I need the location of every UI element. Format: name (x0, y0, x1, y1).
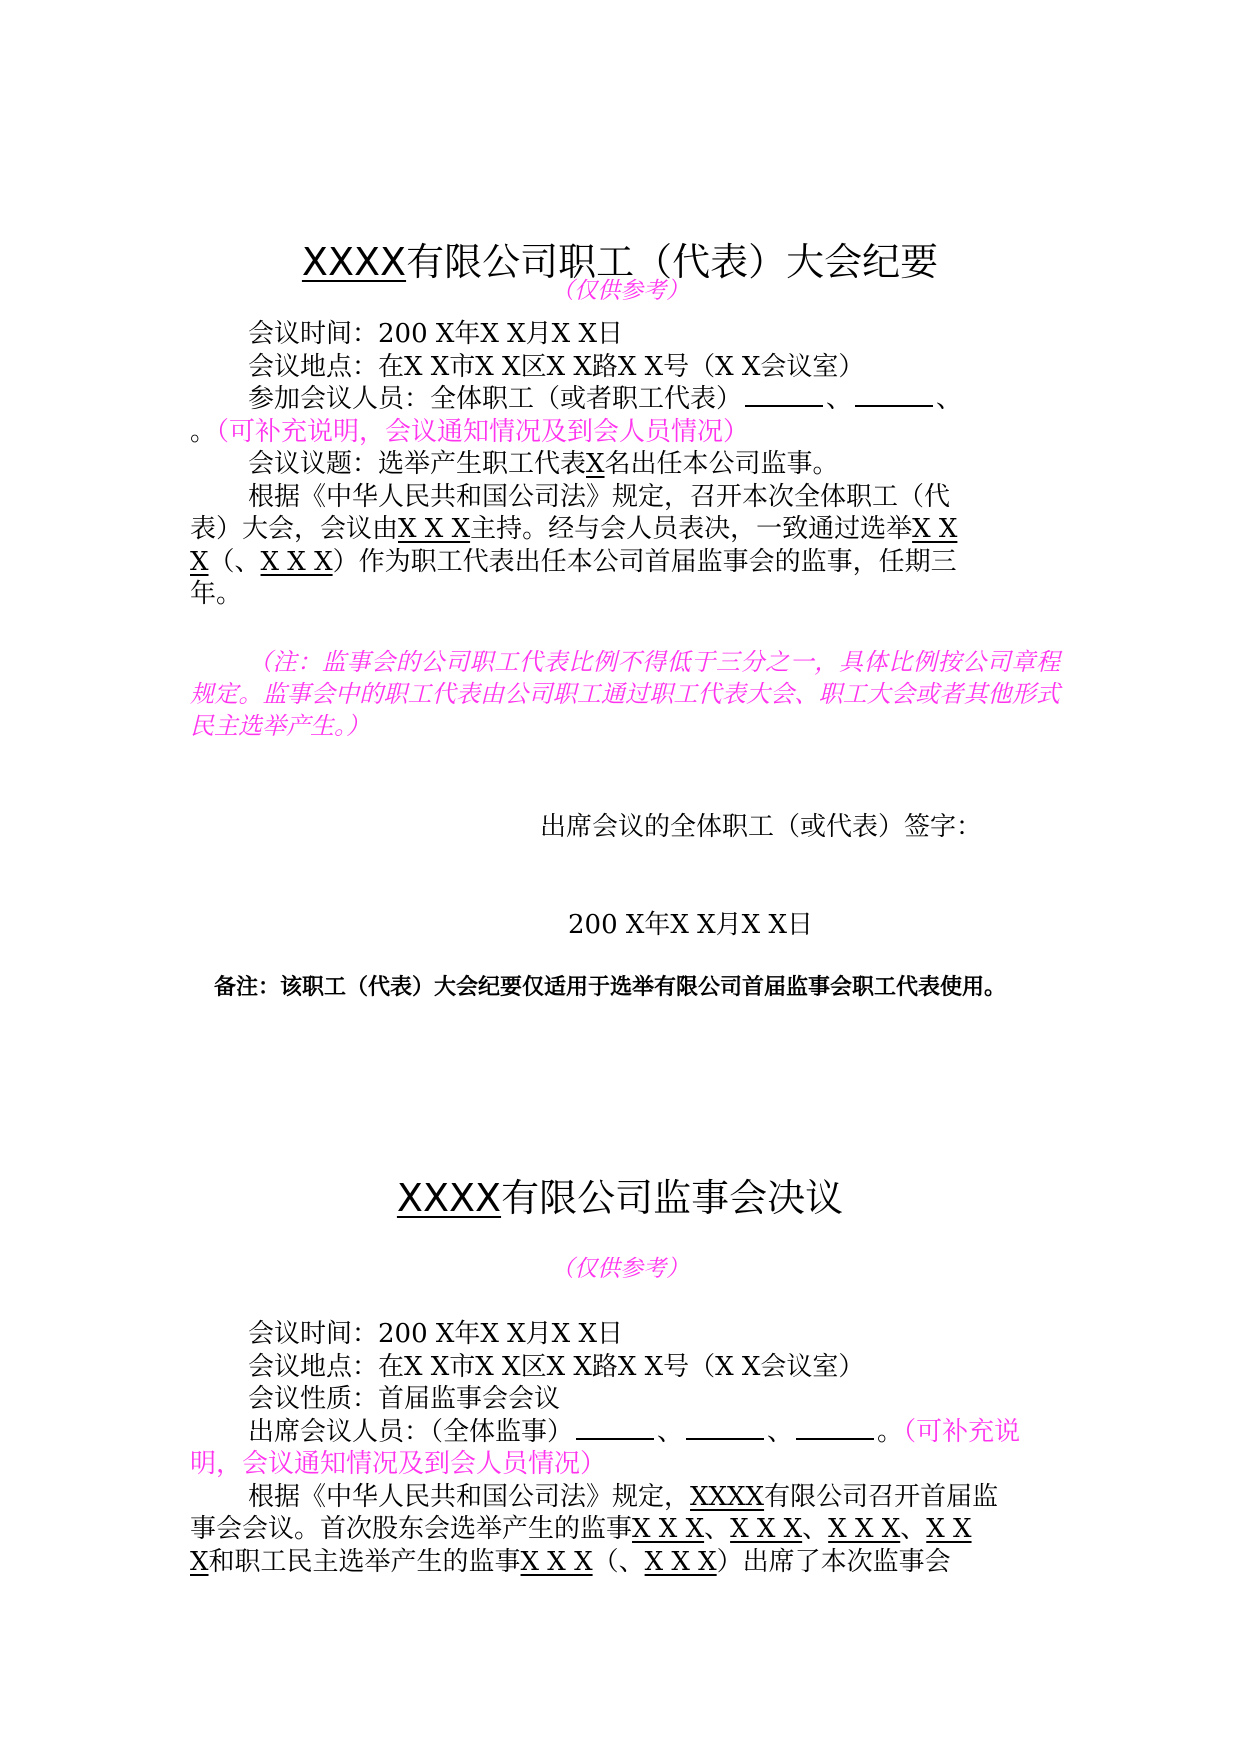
doc1-topic-a: 会议议题：选举产生职工代表 (248, 449, 587, 479)
doc1-title-text: 有限公司职工（代表）大会纪要 (406, 240, 939, 284)
doc1-elected-name: X X (912, 514, 958, 544)
doc1-title-company: XXXX (301, 240, 407, 284)
doc1-topic-count: X (586, 449, 605, 479)
doc2-attendees-note: （可补充说 (903, 1416, 1021, 1447)
doc2-para-text: 事会会议。首次股东会选举产生的监事 (190, 1514, 633, 1544)
doc1-para-line-1: 根据《中华人民共和国公司法》规定，召开本次全体职工（代 (248, 481, 951, 512)
doc1-attendees-note: （可补充说明，会议通知情况及到会人员情况） (216, 416, 750, 447)
doc2-separator: 、 (802, 1514, 829, 1544)
doc1-para-line-3 (190, 546, 1060, 579)
doc2-staff-supervisor-name-2: X X X (644, 1546, 717, 1577)
doc1-signature-label: 出席会议的全体职工（或代表）签字： (540, 812, 983, 842)
doc2-title (0, 1174, 1240, 1222)
doc2-para-text: 有限公司召开首届监 (764, 1481, 999, 1512)
doc2-blank-3 (796, 1416, 874, 1440)
doc2-blank-1 (576, 1416, 654, 1440)
doc2-meeting-place: 会议地点：在X X市X X区X X路X X号（X X会议室） (248, 1351, 865, 1382)
doc1-separator-2: 、 (936, 384, 963, 414)
doc2-attendees-end: 。 (877, 1416, 904, 1447)
doc2-meeting-time: 会议时间：200 X年X X月X X日 (248, 1319, 623, 1349)
doc1-separator-1: 、 (826, 384, 853, 414)
doc1-note: （注：监事会的公司职工代表比例不得低于三分之一，具体比例按公司章程规定。监事会中的职工代表由公司职工通过职工代表大会、职工大会或者其他形式民主选举产生。） (190, 648, 1060, 740)
doc1-body (190, 318, 1060, 611)
doc1-para-text: 表）大会，会议由 (190, 514, 399, 544)
doc2-para-text: ）出席了本次监事会 (716, 1546, 951, 1577)
doc2-attendees-label: 出席会议人员：（全体监事） (248, 1416, 574, 1447)
doc1-para-line-4: 年。 (190, 579, 243, 609)
doc2-staff-supervisor-name: X X X (520, 1546, 593, 1577)
doc2-title-text: 有限公司监事会决议 (501, 1176, 844, 1220)
doc2-supervisor-name: X (190, 1546, 209, 1577)
doc2-title-company: XXXX (396, 1176, 502, 1220)
doc1-blank-2 (855, 383, 933, 407)
doc2-para-text: 和职工民主选举产生的监事 (208, 1546, 521, 1577)
doc1-attendees-end: 。 (190, 416, 217, 447)
doc1-elected-name-2: X X X (260, 546, 333, 577)
doc1-para-text: （、 (208, 546, 261, 577)
doc1-attendees-cont (190, 416, 1060, 449)
doc2-separator: 、 (704, 1514, 731, 1544)
doc1-topic (190, 448, 1060, 481)
doc1-meeting-place: 会议地点：在X X市X X区X X路X X号（X X会议室） (248, 351, 865, 382)
doc1-para-text: ）作为职工代表出任本公司首届监事会的监事，任期三 (332, 546, 957, 577)
doc2-meeting-nature: 会议性质：首届监事会会议 (248, 1384, 561, 1414)
doc1-host-name: X X X (398, 514, 471, 544)
doc1-para-line-2 (190, 513, 1060, 546)
doc1-remark: 备注：该职工（代表）大会纪要仅适用于选举有限公司首届监事会职工代表使用。 (214, 975, 1007, 1000)
doc2-para-line-2 (190, 1513, 1060, 1546)
doc2-para-line-1 (190, 1481, 1060, 1514)
doc2-supervisor-name: X X X (730, 1514, 803, 1544)
doc1-date: 200 X年X X月X X日 (568, 910, 813, 940)
doc2-body (190, 1318, 1060, 1578)
doc1-para-text: 主持。经与会人员表决，一致通过选举 (470, 514, 913, 544)
doc2-blank-2 (686, 1416, 764, 1440)
doc2-subtitle: （仅供参考） (551, 1256, 689, 1282)
doc2-company-name: XXXX (690, 1481, 765, 1512)
doc1-meeting-time: 会议时间：200 X年X X月X X日 (248, 319, 623, 349)
doc2-supervisor-name: X X X (632, 1514, 705, 1544)
doc2-supervisor-name: X X X (828, 1514, 901, 1544)
doc2-supervisor-name: X X (926, 1514, 972, 1544)
doc2-separator: 、 (900, 1514, 927, 1544)
doc1-blank-1 (745, 383, 823, 407)
doc2-para-text: （、 (592, 1546, 645, 1577)
doc1-topic-b: 名出任本公司监事。 (604, 449, 839, 479)
doc2-attendees-note-cont: 明，会议通知情况及到会人员情况） (190, 1449, 607, 1479)
doc1-elected-name: X (190, 546, 209, 577)
doc1-subtitle: （仅供参考） (551, 278, 689, 304)
doc2-attendees (190, 1416, 1060, 1449)
doc2-para-line-3 (190, 1546, 1060, 1579)
doc1-attendees (190, 383, 1060, 416)
doc1-attendees-label: 参加会议人员：全体职工（或者职工代表） (248, 384, 743, 414)
doc2-separator-2: 、 (767, 1416, 794, 1447)
doc2-separator-1: 、 (657, 1416, 684, 1447)
doc2-para-text: 根据《中华人民共和国公司法》规定， (248, 1481, 691, 1512)
